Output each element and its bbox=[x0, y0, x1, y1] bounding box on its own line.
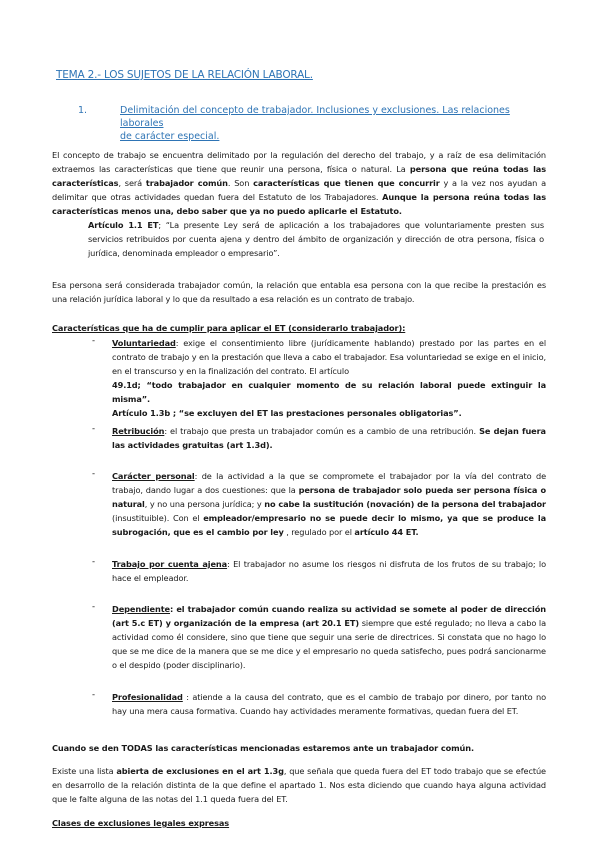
bold-run: : el trabajador común cuando realiza su actividad se somete al poder de dirección (art 5.c ET) y organización de la empresa (art 20.1 ET) bbox=[112, 604, 546, 628]
text-run: Existe una lista bbox=[52, 766, 117, 776]
characteristics-heading: Características que ha de cumplir para aplicar el ET (considerarlo trabajador): bbox=[52, 323, 406, 333]
list-item-dependiente bbox=[112, 602, 546, 672]
bullet-marker: - bbox=[92, 557, 96, 567]
item-label: Voluntariedad bbox=[112, 338, 176, 348]
bullet-marker: - bbox=[92, 469, 96, 479]
quote-text: ; “La presente Ley será de aplicación a los trabajadores que voluntariamente presten sus servicios retribuidos por cuenta ajena y dentro del ámbito de organización y dirección de otra persona, física o jurídica, denominada empleador o empresario”. bbox=[88, 220, 544, 258]
section-title bbox=[120, 104, 550, 143]
list-item-profesionalidad bbox=[112, 690, 546, 718]
bold-run: abierta de exclusiones en el art 1.3g bbox=[116, 766, 284, 776]
text-run: : de la actividad a la que se compromete el trabajador por la vía del contrato de trabajo, dando lugar a dos cuestiones: que la bbox=[112, 471, 547, 495]
text-run: : el trabajo que presta un trabajador común es a cambio de una retribución. bbox=[164, 426, 480, 436]
section-title-line: de carácter especial. bbox=[120, 131, 220, 142]
bold-run: características que tienen que concurrir bbox=[253, 178, 440, 188]
article-reference: Artículo 1.1 ET bbox=[88, 220, 159, 230]
item-label: Trabajo por cuenta ajena bbox=[112, 559, 228, 569]
bold-run: trabajador común bbox=[145, 178, 228, 188]
bold-run: empleador/empresario no se puede decir lo mismo, ya que se produce la subrogación, que es el cambio por ley bbox=[112, 513, 546, 537]
bold-run: persona de trabajador solo pueda ser persona física o natural bbox=[112, 485, 546, 509]
text-run: : exige el consentimiento libre (jurídicamente hablando) prestado por las partes en el contrato de trabajo y en la prestación que lleva a cabo el trabajador. Esa voluntariedad se exige en el inicio, en el transcurso y en la finalización del contrato. El artículo bbox=[112, 338, 546, 376]
bold-run: artículo 44 ET. bbox=[354, 527, 419, 537]
text-run: , regulado por el bbox=[283, 527, 355, 537]
bullet-marker: - bbox=[92, 336, 96, 346]
exclusions-paragraph bbox=[52, 764, 546, 806]
text-run: , y no una persona jurídica; y bbox=[144, 499, 265, 509]
bold-run: Aunque la persona reúna todas las características menos una, debo saber que ya no puedo aplicarle el Estatuto. bbox=[52, 192, 546, 216]
article-quote bbox=[88, 218, 544, 260]
bold-run: Artículo 1.3b ; “se excluyen del ET las prestaciones personales obligatorias”. bbox=[112, 408, 462, 418]
text-run: El concepto de trabajo se encuentra delimitado por la regulación del derecho del trabajo, y a raíz de esa delimitación extraemos las características que tiene que reunir una persona, física o natural. La bbox=[52, 150, 546, 174]
item-label: Carácter personal bbox=[112, 471, 195, 481]
text-run: (insustituible). Con el bbox=[112, 513, 204, 523]
document-title: TEMA 2.- LOS SUJETOS DE LA RELACIÓN LABORAL. bbox=[56, 69, 313, 81]
bullet-marker: - bbox=[92, 690, 96, 700]
intro-paragraph bbox=[52, 148, 546, 218]
item-label: Profesionalidad bbox=[112, 692, 183, 702]
list-item-voluntariedad bbox=[112, 336, 546, 420]
text-run: , será bbox=[118, 178, 146, 188]
list-item-retribucion bbox=[112, 424, 546, 452]
text-run: y a la vez nos ayudan a delimitar que otras actividades quedan fuera del Estatuto de los Trabajadores. bbox=[52, 178, 547, 202]
bold-run: 49.1d; “todo trabajador en cualquier momento de su relación laboral puede extinguir la misma”. bbox=[112, 380, 546, 404]
bullet-marker: - bbox=[92, 424, 96, 434]
section-title-line: Delimitación del concepto de trabajador. Inclusiones y exclusiones. Las relaciones laborales bbox=[120, 105, 510, 129]
text-run: siempre que esté regulado; no lleva a cabo la actividad como él considere, sino que tiene que seguir una serie de directrices. Si constata que no hago lo que se me dice de la manera que se me dice y el empresario no queda satisfecho, pues podrá sancionarme o el despido (poder disciplinario). bbox=[112, 618, 547, 670]
text-run: , que señala que queda fuera del ET todo trabajo que se efectúe en desarrollo de la relación distinta de la que define el apartado 1. Nos esta diciendo que cuando haya alguna actividad que le falte alguna de las notas del 1.1 queda fuera del ET. bbox=[52, 766, 546, 804]
list-item-cuenta-ajena bbox=[112, 557, 546, 585]
paragraph-2: Esa persona será considerada trabajador común, la relación que entabla esa persona con la que recibe la prestación es una relación jurídica laboral y lo que da resultado a esa relación es un contrato de trabajo. bbox=[52, 280, 546, 304]
bullet-marker: - bbox=[92, 602, 96, 612]
text-run: : El trabajador no asume los riesgos ni disfruta de los frutos de su trabajo; lo hace el empleador. bbox=[112, 559, 546, 583]
item-label: Retribución bbox=[112, 426, 165, 436]
conclusion-line: Cuando se den TODAS las características mencionadas estaremos ante un trabajador común. bbox=[52, 743, 475, 753]
text-run: . Son bbox=[227, 178, 254, 188]
item-label: Dependiente bbox=[112, 604, 171, 614]
text-run: : atiende a la causa del contrato, que es el cambio de trabajo por dinero, por tanto no hay una mera causa formativa. Cuando hay actividades meramente formativas, quedan fuera del ET. bbox=[112, 692, 546, 716]
bold-run: Se dejan fuera las actividades gratuitas (art 1.3d). bbox=[112, 426, 546, 450]
exclusions-heading: Clases de exclusiones legales expresas bbox=[52, 818, 230, 828]
bold-run: persona que reúna todas las características bbox=[52, 164, 546, 188]
bold-run: no cabe la sustitución (novación) de la persona del trabajador bbox=[264, 499, 546, 509]
section-number: 1. bbox=[78, 105, 88, 116]
list-item-caracter-personal bbox=[112, 469, 546, 539]
